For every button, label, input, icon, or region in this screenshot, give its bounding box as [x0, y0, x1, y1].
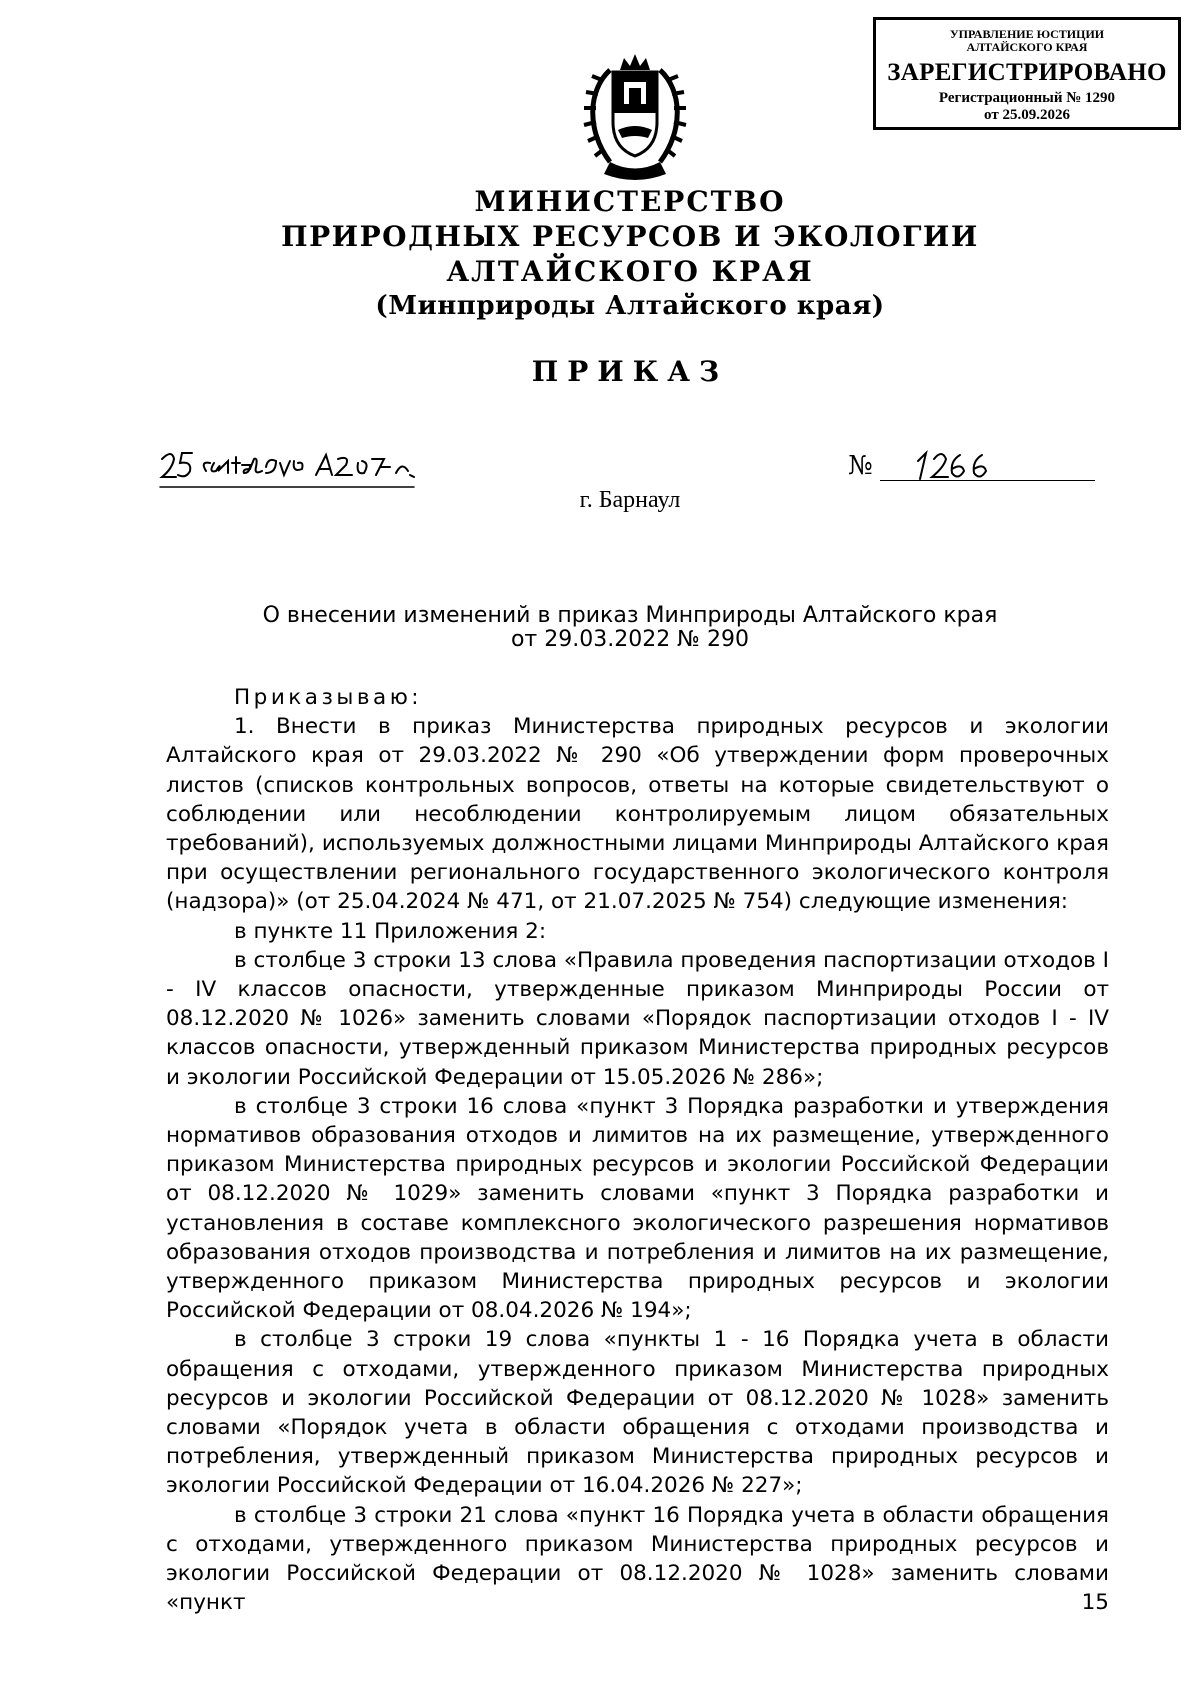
document-type: ПРИКАЗ: [531, 355, 729, 388]
paragraph: в пункте 11 Приложения 2:: [234, 918, 547, 944]
registration-stamp: [873, 17, 1181, 130]
paragraph: в столбце 3 строки 16 слова «пункт 3 Порядка разработки и утверждения нормативов образования отходов и лимитов на их размещение, утвержденного приказом Министерства природных ресурсов и экологии Российской Федерации от 08.12.2020 № 1029» заменить словами «пункт 3 Порядка разработки и установления в составе комплексного экологического разрешения нормативов образования отходов производства и потребления и лимитов на их размещение, утвержденного приказом Министерства природных ресурсов и экологии Российской Федерации от 08.04.2026 № 194»;: [166, 1093, 1109, 1324]
ministry-title-line2: ПРИРОДНЫХ РЕСУРСОВ И ЭКОЛОГИИ: [281, 220, 979, 253]
subject-line2: от 29.03.2022 № 290: [510, 627, 750, 652]
ministry-short-name: (Минприроды Алтайского края): [375, 291, 885, 321]
subject-line1: О внесении изменений в приказ Минприроды Алтайского края: [262, 603, 998, 628]
stamp-reg-number: Регистрационный № 1290: [938, 90, 1116, 106]
handwritten-number: [912, 447, 1022, 487]
paragraph: в столбце 3 строки 21 слова «пункт 16 Порядка учета в области обращения с отходами, утвержденного приказом Министерства природных ресурсов и экологии Российской Федерации от 08.12.2020 № 1028» заменить словами «пункт 15: [166, 1502, 1109, 1616]
paragraph: в столбце 3 строки 19 слова «пункты 1 - 16 Порядка учета в области обращения с отходами, утвержденного приказом Министерства природных ресурсов и экологии Российской Федерации от 08.12.2020 № 1028» заменить словами «Порядок учета в области обращения с отходами производства и потребления, утвержденный приказом Министерства природных ресурсов и экологии Российской Федерации от 16.04.2026 № 227»;: [166, 1327, 1109, 1499]
stamp-authority-line1: УПРАВЛЕНИЕ ЮСТИЦИИ: [949, 27, 1105, 41]
ministry-title-line1: МИНИСТЕРСТВО: [474, 185, 786, 218]
document-subject: [0, 604, 1200, 652]
stamp-status: ЗАРЕГИСТРИРОВАНО: [887, 59, 1167, 86]
paragraph: 1. Внести в приказ Министерства природных ресурсов и экологии Алтайского края от 29.03.2022 № 290 «Об утверждении форм проверочных листов (списков контрольных вопросов, ответы на которые свидетельствуют о соблюдении или несоблюдении контролируемым лицом обязательных требований), используемых должностными лицами Минприроды Алтайского края при осуществлении регионального государственного экологического контроля (надзора)» (от 25.04.2024 № 471, от 21.07.2025 № 754) следующие изменения:: [166, 714, 1109, 915]
coat-of-arms-icon: [580, 50, 690, 182]
stamp-reg-date: от 25.09.2026: [984, 107, 1070, 123]
number-label: №: [848, 451, 873, 481]
stamp-authority-line2: АЛТАЙСКОГО КРАЯ: [966, 40, 1088, 54]
document-body: [166, 683, 1109, 1618]
ministry-title-line3: АЛТАЙСКОГО КРАЯ: [446, 255, 814, 288]
paragraph: в столбце 3 строки 13 слова «Правила проведения паспортизации отходов I - IV классов опасности, утвержденные приказом Минприроды России от 08.12.2020 № 1026» заменить словами «Порядок паспортизации отходов I - IV классов опасности, утвержденный приказом Министерства природных ресурсов и экологии Российской Федерации от 15.05.2026 № 286»;: [166, 947, 1109, 1090]
city: г. Барнаул: [579, 487, 681, 513]
order-word: Приказываю:: [234, 685, 423, 710]
